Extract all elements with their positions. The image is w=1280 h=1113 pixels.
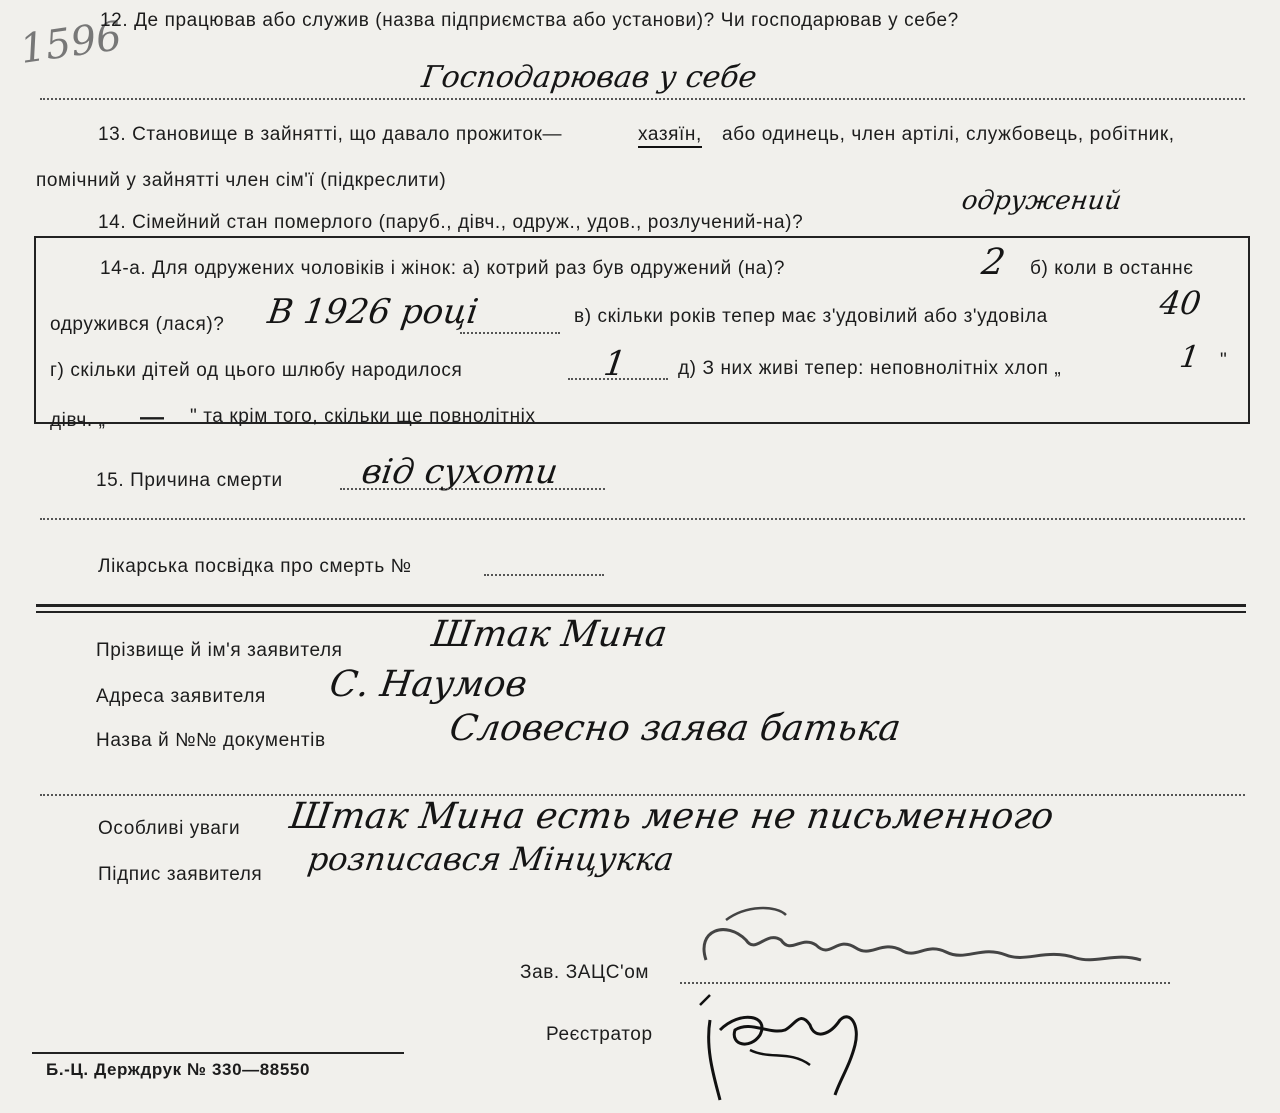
q12-question: 12. Де працював або служив (назва підприємства або установи)? Чи господарював у себе? xyxy=(100,10,959,31)
q15-cause-of-death: від сухоти xyxy=(359,452,561,492)
q12-answer: Господарював у себе xyxy=(419,60,759,95)
q14a-marriage-year: В 1926 році xyxy=(265,292,481,332)
q14a-minor-boys: 1 xyxy=(1177,340,1202,375)
registrar-signature xyxy=(690,990,910,1110)
printer-imprint: Б.-Ц. Держдрук № 330—88550 xyxy=(46,1060,311,1079)
q14a-line2-b: в) скільки років тепер має з'удовілий або з'удовіла xyxy=(574,306,1048,327)
notes-value: Штак Мина есть мене не письменного xyxy=(287,796,1057,837)
q15-extra-line xyxy=(40,518,1245,520)
q13-line1-b: або одинець, член артілі, службовець, робітник, xyxy=(722,124,1175,145)
q15-label: 15. Причина смерти xyxy=(96,470,283,491)
q14a-line2-dots xyxy=(460,332,560,334)
q14a-children-count: 1 xyxy=(601,344,629,384)
notes-label: Особливі уваги xyxy=(98,818,241,839)
applicant-address-value: С. Наумов xyxy=(327,664,530,705)
medical-certificate-line xyxy=(484,574,604,576)
q14a-marriage-count: 2 xyxy=(979,242,1008,283)
q14a-line1-a: 14-а. Для одружених чоловіків і жінок: а) котрий раз був одружений (на)? xyxy=(100,258,785,279)
q14a-line4-a: дівч. „ xyxy=(50,410,106,431)
medical-certificate-label: Лікарська посвідка про смерть № xyxy=(98,556,412,577)
q14a-line4-b: " та крім того, скільки ще повнолітніх xyxy=(190,406,536,427)
applicant-address-label: Адреса заявителя xyxy=(96,686,266,707)
zags-head-signature xyxy=(686,900,1156,990)
applicant-name-label: Прізвище й ім'я заявителя xyxy=(96,640,343,661)
separator-rule-top xyxy=(36,604,1246,607)
q14-question: 14. Сімейний стан померлого (паруб., дівч., одруж., удов., розлучений-на)? xyxy=(98,212,804,233)
q14a-line3-c: " xyxy=(1220,350,1228,371)
q12-answer-line xyxy=(40,98,1245,100)
q14a-line3-a: г) скільки дітей од цього шлюбу народилося xyxy=(50,360,463,381)
footer-rule xyxy=(32,1052,404,1054)
q13-underlined-option: хазяїн, xyxy=(638,124,702,148)
documents-label: Назва й №№ документів xyxy=(96,730,326,751)
q13-line2: помічний у зайнятті член сім'ї (підкреслити) xyxy=(36,170,447,191)
separator-rule-bottom xyxy=(36,611,1246,613)
q13-line1-a: 13. Становище в зайнятті, що давало прожиток— xyxy=(98,124,563,145)
q14a-line1-b: б) коли в останнє xyxy=(1030,258,1194,279)
q15-answer-line xyxy=(340,488,605,490)
applicant-signature-label: Підпис заявителя xyxy=(98,864,263,885)
documents-value: Словесно заява батька xyxy=(447,708,904,749)
registrar-label: Реєстратор xyxy=(546,1024,653,1045)
q14a-line3-b: д) З них живі тепер: неповнолітніх хлоп „ xyxy=(678,358,1062,379)
q14a-line2-a: одружився (лася)? xyxy=(50,314,225,335)
q14-answer: одружений xyxy=(959,186,1124,216)
q14a-minor-girls: — xyxy=(140,404,165,431)
applicant-signature-value: розписався Мінцукка xyxy=(305,840,677,878)
zags-head-label: Зав. ЗАЦС'ом xyxy=(520,962,650,983)
applicant-name-value: Штак Мина xyxy=(429,614,670,655)
margin-handwritten-number: 1596 xyxy=(17,13,125,73)
q14a-age: 40 xyxy=(1157,284,1204,322)
